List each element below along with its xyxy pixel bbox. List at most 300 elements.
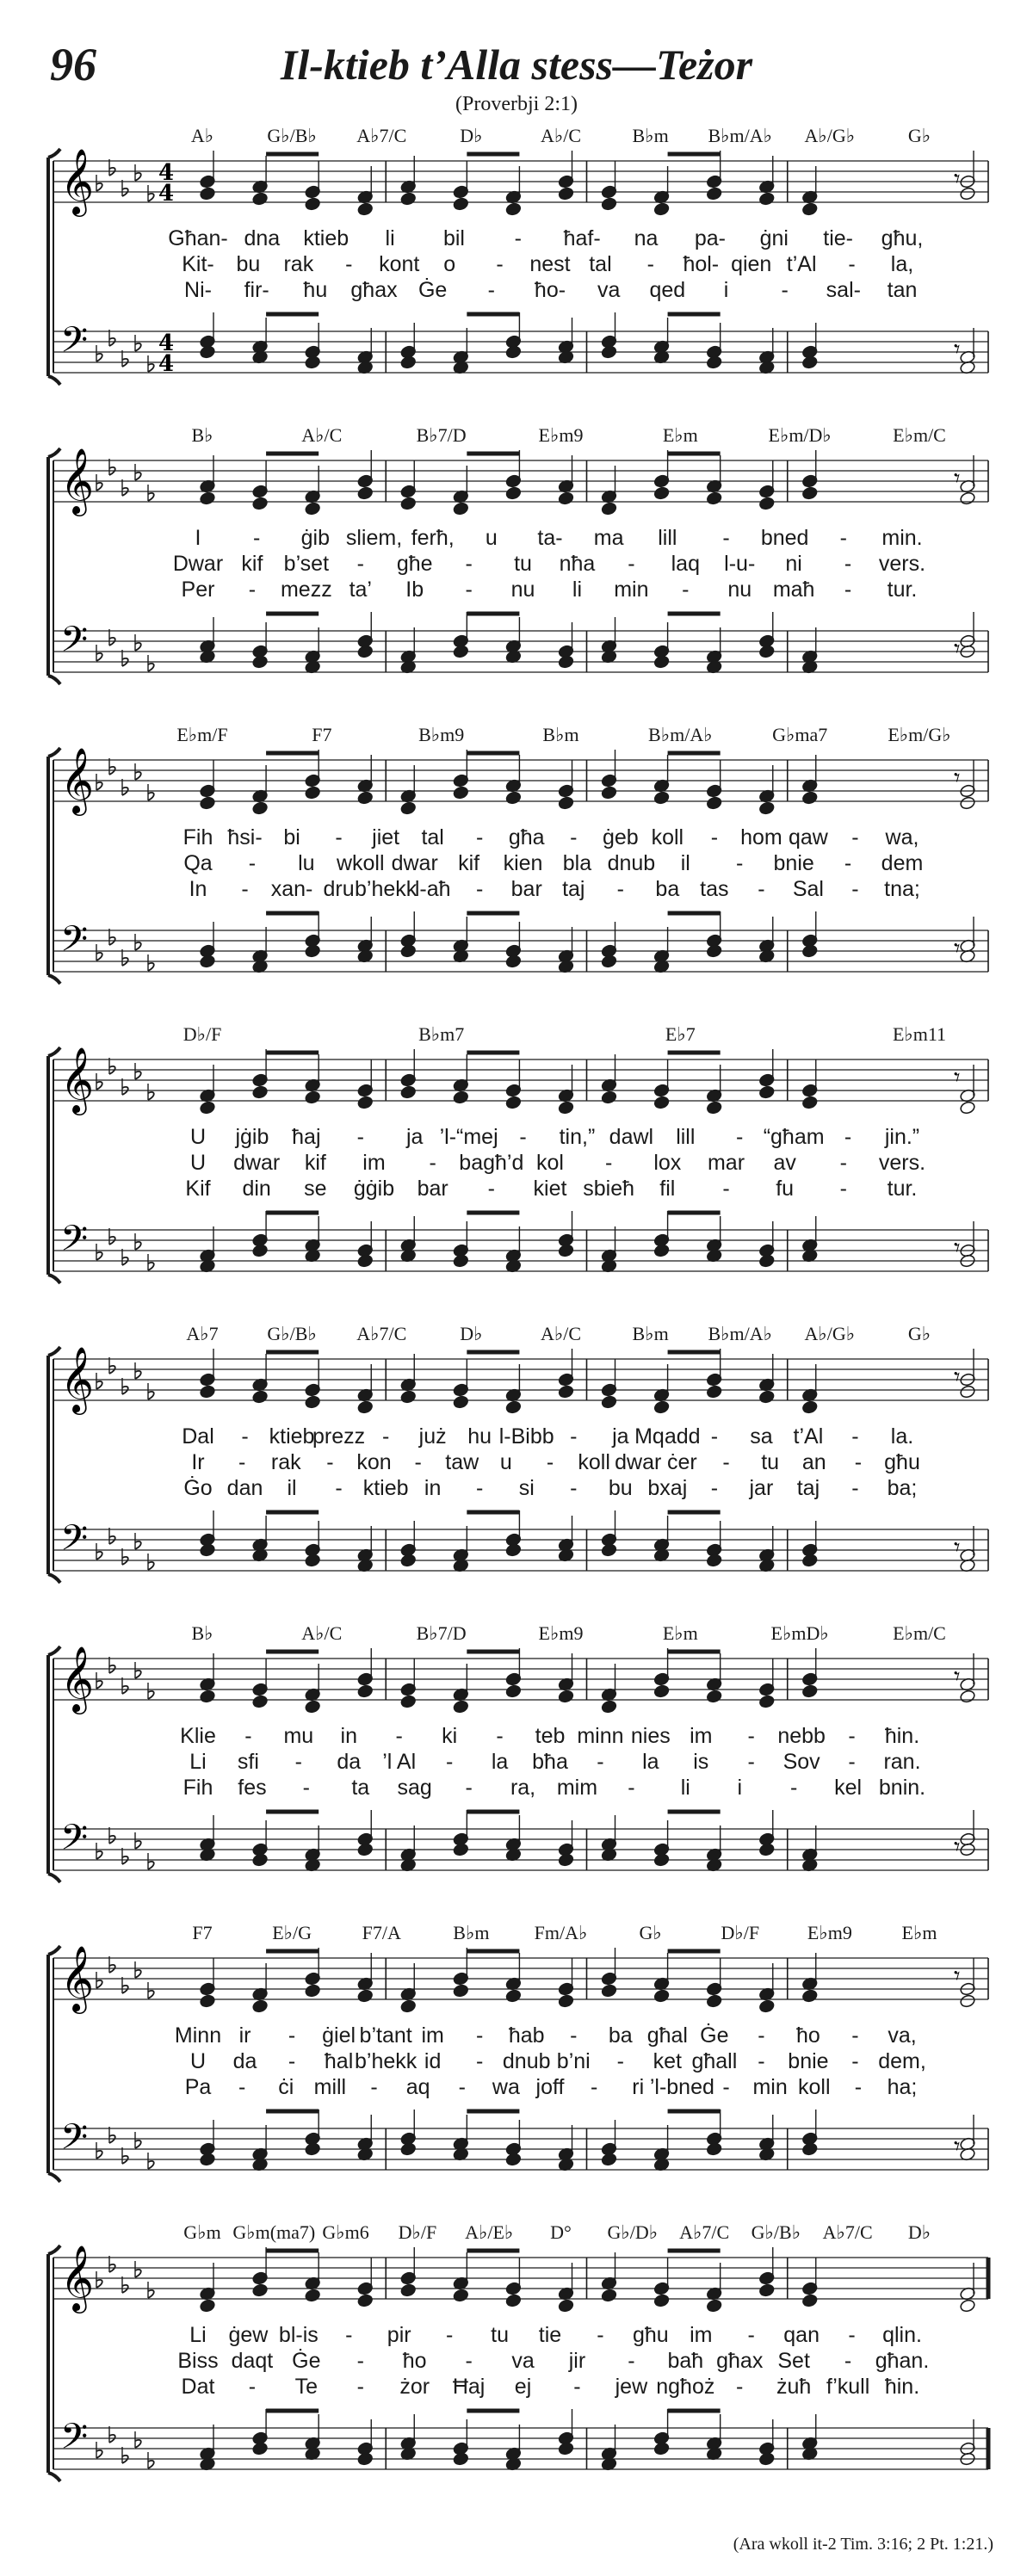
lyric-syllable: min. bbox=[881, 526, 923, 550]
lyric-hyphen: - bbox=[848, 1750, 856, 1774]
lyric-syllable: ha; bbox=[887, 2075, 918, 2099]
lyric-syllable: Ni- bbox=[184, 278, 212, 302]
lyric-syllable: tu bbox=[514, 552, 532, 576]
note-head bbox=[199, 1543, 215, 1558]
note-head bbox=[758, 801, 775, 816]
note-head bbox=[801, 355, 818, 370]
lyric-syllable: Per bbox=[181, 578, 215, 602]
lyric-line-verse-2 bbox=[0, 851, 1033, 877]
note-head bbox=[653, 2294, 670, 2308]
note-head bbox=[357, 1400, 374, 1415]
key-signature-flat bbox=[135, 2261, 141, 2277]
lyric-hyphen: - bbox=[356, 2349, 364, 2373]
lyric-hyphen: - bbox=[238, 1450, 246, 1474]
note-head bbox=[357, 1989, 374, 2004]
lyric-hyphen: - bbox=[326, 1450, 334, 1474]
note-head bbox=[959, 2299, 975, 2313]
note-head bbox=[400, 801, 417, 816]
music-system bbox=[0, 1922, 1033, 2223]
lyric-syllable: l-Bibb bbox=[498, 1424, 554, 1449]
lyric-syllable: l-u- bbox=[724, 552, 756, 576]
lyric-hyphen: - bbox=[445, 2323, 454, 2347]
note-head bbox=[357, 486, 374, 501]
eighth-rest: 𝄾 bbox=[954, 1233, 961, 1262]
lyric-syllable: Minn bbox=[174, 2023, 222, 2048]
lyric-syllable: nu bbox=[727, 578, 752, 602]
key-signature-flat bbox=[148, 1853, 154, 1869]
note-head bbox=[400, 1554, 417, 1568]
key-signature-flat bbox=[109, 1528, 115, 1544]
chord-symbol: B♭m bbox=[632, 1323, 669, 1344]
note-head bbox=[400, 944, 417, 959]
key-signature-flat bbox=[148, 185, 154, 201]
chord-symbol: B♭m/A♭ bbox=[708, 125, 773, 146]
lyric-syllable: ġew bbox=[228, 2323, 269, 2347]
lyric-syllable: kol bbox=[536, 1151, 564, 1175]
lyric-hyphen: - bbox=[736, 2375, 744, 2399]
lyric-syllable: ket bbox=[653, 2049, 683, 2073]
lyric-syllable: Fih bbox=[182, 825, 213, 849]
bass-clef: 𝄢 bbox=[60, 1517, 89, 1567]
lyric-syllable: an bbox=[801, 1450, 826, 1474]
note-head bbox=[505, 954, 522, 969]
lyric-hyphen: - bbox=[465, 1776, 473, 1800]
lyric-syllable: dan bbox=[226, 1476, 263, 1500]
lyric-hyphen: - bbox=[496, 252, 504, 276]
chord-symbol: B♭m bbox=[542, 724, 579, 745]
lyric-syllable: jir bbox=[568, 2349, 586, 2373]
lyric-syllable: va bbox=[511, 2349, 535, 2373]
lyric-syllable: ħaj bbox=[292, 1125, 321, 1149]
key-signature-flat bbox=[96, 474, 102, 491]
note-head bbox=[357, 1684, 374, 1699]
lyric-syllable: f’kull bbox=[826, 2375, 870, 2399]
note-head bbox=[453, 197, 469, 212]
note-head bbox=[558, 1385, 574, 1399]
lyric-syllable: lu bbox=[298, 851, 315, 875]
lyric-syllable: li bbox=[385, 226, 395, 250]
note-head bbox=[653, 1684, 670, 1699]
key-signature-flat bbox=[135, 2132, 141, 2148]
footnote: (Ara wkoll it-2 Tim. 3:16; 2 Pt. 1:21.) bbox=[733, 2535, 993, 2554]
note-head bbox=[505, 1096, 522, 1110]
note-head bbox=[453, 1984, 469, 1998]
lyric-syllable: In bbox=[189, 877, 207, 901]
note-head bbox=[653, 1989, 670, 2004]
lyric-hyphen: - bbox=[851, 2023, 859, 2048]
note-head bbox=[706, 1690, 722, 1704]
music-system bbox=[0, 1622, 1033, 1924]
eighth-rest: 𝄾 bbox=[954, 1961, 961, 1990]
lyric-hyphen: - bbox=[244, 1724, 252, 1748]
lyric-syllable: av bbox=[773, 1151, 796, 1175]
lyric-line-verse-3 bbox=[0, 1177, 1033, 1202]
music-system bbox=[0, 1023, 1033, 1325]
lyric-syllable: koll bbox=[651, 825, 684, 849]
key-signature-flat bbox=[109, 459, 115, 475]
lyric-syllable: joff bbox=[535, 2075, 565, 2099]
lyric-syllable: Kit- bbox=[182, 252, 214, 276]
note-head bbox=[199, 2299, 215, 2313]
lyric-syllable: ir bbox=[238, 2023, 251, 2048]
note-head bbox=[558, 1994, 574, 2009]
lyric-syllable: ferħ, bbox=[411, 526, 455, 550]
chord-symbol: G♭ bbox=[907, 125, 931, 146]
svg-text:4: 4 bbox=[158, 351, 175, 377]
note-head bbox=[305, 2142, 321, 2157]
lyric-hyphen: - bbox=[604, 1151, 613, 1175]
note-head bbox=[801, 202, 818, 217]
lyric-hyphen: - bbox=[356, 1125, 364, 1149]
note-head bbox=[758, 1254, 775, 1269]
key-signature-flat bbox=[109, 2127, 115, 2143]
lyric-syllable: “għam bbox=[763, 1125, 825, 1149]
lyric-syllable: la. bbox=[890, 1424, 914, 1449]
lyric-syllable: Ġe bbox=[292, 2349, 321, 2373]
lyric-hyphen: - bbox=[616, 877, 624, 901]
lyric-hyphen: - bbox=[570, 825, 578, 849]
lyric-syllable: laq bbox=[671, 552, 700, 576]
key-signature-flat bbox=[96, 944, 102, 961]
note-head bbox=[758, 1695, 775, 1709]
lyric-syllable: sbieħ bbox=[583, 1177, 635, 1201]
lyric-hyphen: - bbox=[429, 1151, 436, 1175]
key-signature-flat bbox=[96, 645, 102, 661]
note-head bbox=[453, 1090, 469, 1105]
note-head bbox=[758, 645, 775, 659]
note-head bbox=[305, 786, 321, 800]
lyric-hyphen: - bbox=[628, 1776, 635, 1800]
key-signature-flat bbox=[135, 335, 141, 351]
note-head bbox=[305, 1554, 321, 1568]
lyric-syllable: bħa bbox=[532, 1750, 568, 1774]
note-head bbox=[252, 655, 269, 670]
chord-symbol: E♭m bbox=[662, 424, 698, 446]
hymn-subtitle: (Proverbji 2:1) bbox=[455, 93, 578, 115]
lyric-syllable: ba; bbox=[887, 1476, 918, 1500]
lyric-syllable: fu bbox=[776, 1177, 795, 1201]
lyric-syllable: ni bbox=[785, 552, 802, 576]
key-signature-flat bbox=[135, 1961, 141, 1978]
key-signature-flat bbox=[96, 1972, 102, 1988]
lyric-syllable: ra, bbox=[510, 1776, 536, 1800]
note-head bbox=[959, 187, 975, 201]
lyric-syllable: lox bbox=[653, 1151, 682, 1175]
chord-symbol: A♭7 bbox=[186, 1323, 219, 1344]
note-head bbox=[758, 2283, 775, 2298]
lyric-syllable: teb bbox=[535, 1724, 566, 1748]
chord-symbol: G♭/B♭ bbox=[267, 1323, 317, 1344]
key-signature-flat bbox=[122, 1977, 128, 1993]
lyric-syllable: b’set bbox=[283, 552, 330, 576]
lyric-syllable: taj bbox=[562, 877, 585, 901]
lyric-syllable: kien bbox=[503, 851, 543, 875]
note-head bbox=[199, 491, 215, 506]
bass-clef: 𝄢 bbox=[60, 2416, 89, 2466]
lyric-hyphen: - bbox=[570, 1476, 578, 1500]
note-head bbox=[252, 497, 269, 511]
chord-symbol: G♭/D♭ bbox=[607, 2221, 659, 2243]
note-head bbox=[801, 1989, 818, 2004]
lyric-syllable: t’Al bbox=[793, 1424, 824, 1449]
lyric-hyphen: - bbox=[248, 2375, 257, 2399]
lyric-syllable: Fih bbox=[182, 1776, 213, 1800]
lyric-syllable: nebb bbox=[777, 1724, 826, 1748]
key-signature-flat bbox=[122, 650, 128, 666]
time-signature bbox=[158, 330, 174, 377]
lyric-syllable: kif bbox=[458, 851, 480, 875]
lyric-hyphen: - bbox=[476, 825, 484, 849]
lyric-line-verse-1 bbox=[0, 825, 1033, 851]
chord-symbol: B♭7/D bbox=[416, 1622, 467, 1644]
lyric-syllable: Ir bbox=[191, 1450, 205, 1474]
lyric-hyphen: - bbox=[597, 2323, 604, 2347]
hymn-number: 96 bbox=[50, 39, 96, 90]
lyric-syllable: ri bbox=[632, 2075, 645, 2099]
lyric-hyphen: - bbox=[465, 552, 473, 576]
note-head bbox=[801, 1554, 818, 1568]
key-signature-flat bbox=[122, 2147, 128, 2164]
lyric-syllable: ja bbox=[612, 1424, 629, 1449]
lyric-syllable: vers. bbox=[878, 552, 926, 576]
key-signature-flat bbox=[96, 175, 102, 191]
lyric-line-verse-3 bbox=[0, 2375, 1033, 2400]
lyric-syllable: bu bbox=[608, 1476, 633, 1500]
note-head bbox=[653, 791, 670, 806]
note-head bbox=[357, 202, 374, 217]
note-head bbox=[199, 2153, 215, 2167]
lyric-syllable: ħin. bbox=[884, 1724, 920, 1748]
note-head bbox=[653, 202, 670, 217]
lyric-line-verse-3 bbox=[0, 1776, 1033, 1801]
chord-symbol: G♭ bbox=[639, 1922, 662, 1943]
note-head bbox=[453, 1843, 469, 1857]
lyric-syllable: lill bbox=[676, 1125, 696, 1149]
note-head bbox=[357, 791, 374, 806]
lyric-syllable: tu bbox=[761, 1450, 780, 1474]
chord-symbol: A♭7/C bbox=[822, 2221, 873, 2243]
lyric-hyphen: - bbox=[844, 2349, 852, 2373]
lyric-syllable: minn bbox=[577, 1724, 624, 1748]
lyric-syllable: lill bbox=[658, 526, 677, 550]
lyric-syllable: b’tant bbox=[359, 2023, 412, 2048]
lyric-hyphen: - bbox=[646, 252, 655, 276]
lyric-syllable: wa, bbox=[885, 825, 919, 849]
key-signature-flat bbox=[135, 934, 141, 950]
note-head bbox=[706, 1101, 722, 1115]
lyric-syllable: bagħ’d bbox=[459, 1151, 524, 1175]
lyric-syllable: Li bbox=[189, 1750, 207, 1774]
note-head bbox=[558, 1244, 574, 1258]
note-head bbox=[199, 1101, 215, 1115]
lyric-hyphen: - bbox=[294, 1750, 303, 1774]
lyric-syllable: ta- bbox=[537, 526, 563, 550]
note-head bbox=[653, 2442, 670, 2456]
eighth-rest: 𝄾 bbox=[954, 2132, 961, 2160]
chord-symbol: B♭ bbox=[191, 424, 213, 446]
note-head bbox=[706, 2299, 722, 2313]
note-head bbox=[706, 1994, 722, 2009]
chord-symbol: G♭/B♭ bbox=[751, 2221, 801, 2243]
note-head bbox=[601, 502, 617, 516]
key-signature-flat bbox=[148, 784, 154, 800]
lyric-line-verse-1 bbox=[0, 2323, 1033, 2349]
lyric-syllable: tna; bbox=[884, 877, 920, 901]
chord-symbol: E♭m9 bbox=[538, 424, 584, 446]
lyric-hyphen: - bbox=[345, 2323, 353, 2347]
note-head bbox=[252, 1244, 269, 1258]
chord-symbol: A♭/G♭ bbox=[804, 125, 856, 146]
lyric-line-verse-3 bbox=[0, 1476, 1033, 1502]
lyric-syllable: I bbox=[195, 526, 201, 550]
lyric-syllable: Sov bbox=[782, 1750, 820, 1774]
chord-symbol: A♭7/C bbox=[679, 2221, 730, 2243]
note-head bbox=[653, 1096, 670, 1110]
lyric-syllable: ba bbox=[655, 877, 680, 901]
lyric-syllable: għal bbox=[646, 2023, 688, 2048]
key-signature-flat bbox=[96, 1672, 102, 1689]
note-head bbox=[558, 1690, 574, 1704]
lyric-syllable: Set bbox=[777, 2349, 810, 2373]
lyric-syllable: għu, bbox=[881, 226, 924, 250]
time-signature bbox=[158, 160, 174, 207]
lyric-syllable: din bbox=[242, 1177, 271, 1201]
lyric-hyphen: - bbox=[851, 877, 859, 901]
lyric-syllable: kont bbox=[379, 252, 420, 276]
lyric-syllable: ja bbox=[405, 1125, 424, 1149]
note-head bbox=[505, 1400, 522, 1415]
lyric-syllable: nies bbox=[630, 1724, 671, 1748]
music-system bbox=[0, 125, 1033, 426]
lyric-hyphen: - bbox=[722, 1177, 730, 1201]
treble-clef: 𝄞 bbox=[60, 448, 95, 514]
note-head bbox=[400, 2283, 417, 2298]
chord-symbol: B♭7/D bbox=[416, 424, 467, 446]
chord-symbol: B♭m bbox=[453, 1922, 490, 1943]
lyric-syllable: ma bbox=[593, 526, 624, 550]
note-head bbox=[801, 486, 818, 501]
lyric-syllable: dru bbox=[323, 877, 355, 901]
key-signature-flat bbox=[135, 1832, 141, 1849]
note-head bbox=[453, 1254, 469, 1269]
lyric-syllable: għe bbox=[396, 552, 433, 576]
note-head bbox=[453, 1700, 469, 1714]
treble-clef: 𝄞 bbox=[60, 148, 95, 214]
chord-symbol: A♭/C bbox=[301, 424, 343, 446]
lyric-syllable: bi bbox=[283, 825, 300, 849]
lyric-syllable: da bbox=[337, 1750, 362, 1774]
note-head bbox=[305, 2289, 321, 2303]
lyric-syllable: b’ni bbox=[556, 2049, 591, 2073]
lyric-syllable: għa bbox=[508, 825, 545, 849]
key-signature-flat bbox=[135, 2431, 141, 2448]
note-head bbox=[400, 1085, 417, 1100]
note-head bbox=[505, 202, 522, 217]
note-head bbox=[758, 1085, 775, 1100]
lyric-syllable: już bbox=[418, 1424, 447, 1449]
key-signature-flat bbox=[109, 629, 115, 646]
key-signature-flat bbox=[96, 1244, 102, 1260]
treble-clef: 𝄞 bbox=[60, 2245, 95, 2311]
lyric-syllable: koll bbox=[578, 1450, 610, 1474]
lyric-syllable: ħu bbox=[303, 278, 328, 302]
lyric-syllable: Ġe bbox=[700, 2023, 729, 2048]
note-head bbox=[706, 355, 722, 370]
lyric-hyphen: - bbox=[288, 2049, 296, 2073]
lyric-syllable: mim bbox=[556, 1776, 598, 1800]
chord-symbol: Fm/A♭ bbox=[534, 1922, 588, 1943]
key-signature-flat bbox=[109, 1357, 115, 1374]
lyric-hyphen: - bbox=[758, 2049, 765, 2073]
svg-text:4: 4 bbox=[158, 160, 175, 186]
lyric-syllable: tal bbox=[421, 825, 444, 849]
note-head bbox=[706, 796, 722, 811]
lyric-hyphen: - bbox=[458, 2075, 466, 2099]
chord-symbol: E♭m9 bbox=[538, 1622, 584, 1644]
key-signature-flat bbox=[122, 2447, 128, 2463]
note-head bbox=[706, 491, 722, 506]
lyric-syllable: baħ bbox=[667, 2349, 704, 2373]
chord-symbol: A♭7/C bbox=[356, 1323, 407, 1344]
lyric-hyphen: - bbox=[248, 578, 257, 602]
note-head bbox=[505, 486, 522, 501]
note-head bbox=[801, 2142, 818, 2157]
lyric-syllable: bar bbox=[417, 1177, 448, 1201]
note-head bbox=[801, 944, 818, 959]
key-signature-flat bbox=[148, 1683, 154, 1699]
note-head bbox=[505, 1684, 522, 1699]
lyric-syllable: mar bbox=[707, 1151, 745, 1175]
lyric-syllable: mezz bbox=[280, 578, 332, 602]
note-head bbox=[252, 801, 269, 816]
lyric-hyphen: - bbox=[789, 1776, 798, 1800]
note-head bbox=[801, 791, 818, 806]
lyric-syllable: taw bbox=[445, 1450, 479, 1474]
key-signature-flat bbox=[96, 345, 102, 361]
bass-clef: 𝄢 bbox=[60, 1218, 89, 1268]
lyric-hyphen: - bbox=[710, 1424, 719, 1449]
key-signature-flat bbox=[122, 779, 128, 795]
eighth-rest: 𝄾 bbox=[954, 1832, 961, 1861]
lyric-hyphen: - bbox=[722, 2075, 730, 2099]
key-signature-flat bbox=[96, 2271, 102, 2288]
lyric-hyphen: - bbox=[722, 1450, 730, 1474]
note-head bbox=[305, 502, 321, 516]
chord-symbol: E♭/G bbox=[272, 1922, 312, 1943]
lyric-syllable: bla bbox=[562, 851, 592, 875]
note-head bbox=[801, 1400, 818, 1415]
note-head bbox=[199, 954, 215, 969]
lyric-syllable: im bbox=[362, 1151, 386, 1175]
lyric-line-verse-1 bbox=[0, 226, 1033, 252]
lyric-syllable: tas bbox=[700, 877, 729, 901]
lyric-syllable: nu bbox=[510, 578, 535, 602]
lyric-syllable: hom bbox=[740, 825, 782, 849]
chord-symbol: D♭ bbox=[460, 1323, 483, 1344]
lyric-hyphen: - bbox=[465, 578, 473, 602]
lyric-syllable: ġni bbox=[759, 226, 789, 250]
lyric-syllable: żuħ bbox=[776, 2375, 812, 2399]
lyric-line-verse-3 bbox=[0, 2075, 1033, 2101]
note-head bbox=[357, 645, 374, 659]
note-head bbox=[453, 786, 469, 800]
key-signature-flat bbox=[96, 1543, 102, 1560]
chord-symbol: G♭ bbox=[907, 1323, 931, 1344]
lyric-syllable: tie- bbox=[823, 226, 853, 250]
lyric-syllable: ċi bbox=[278, 2075, 294, 2099]
lyric-syllable: kel bbox=[834, 1776, 863, 1800]
lyric-line-verse-2 bbox=[0, 1750, 1033, 1776]
